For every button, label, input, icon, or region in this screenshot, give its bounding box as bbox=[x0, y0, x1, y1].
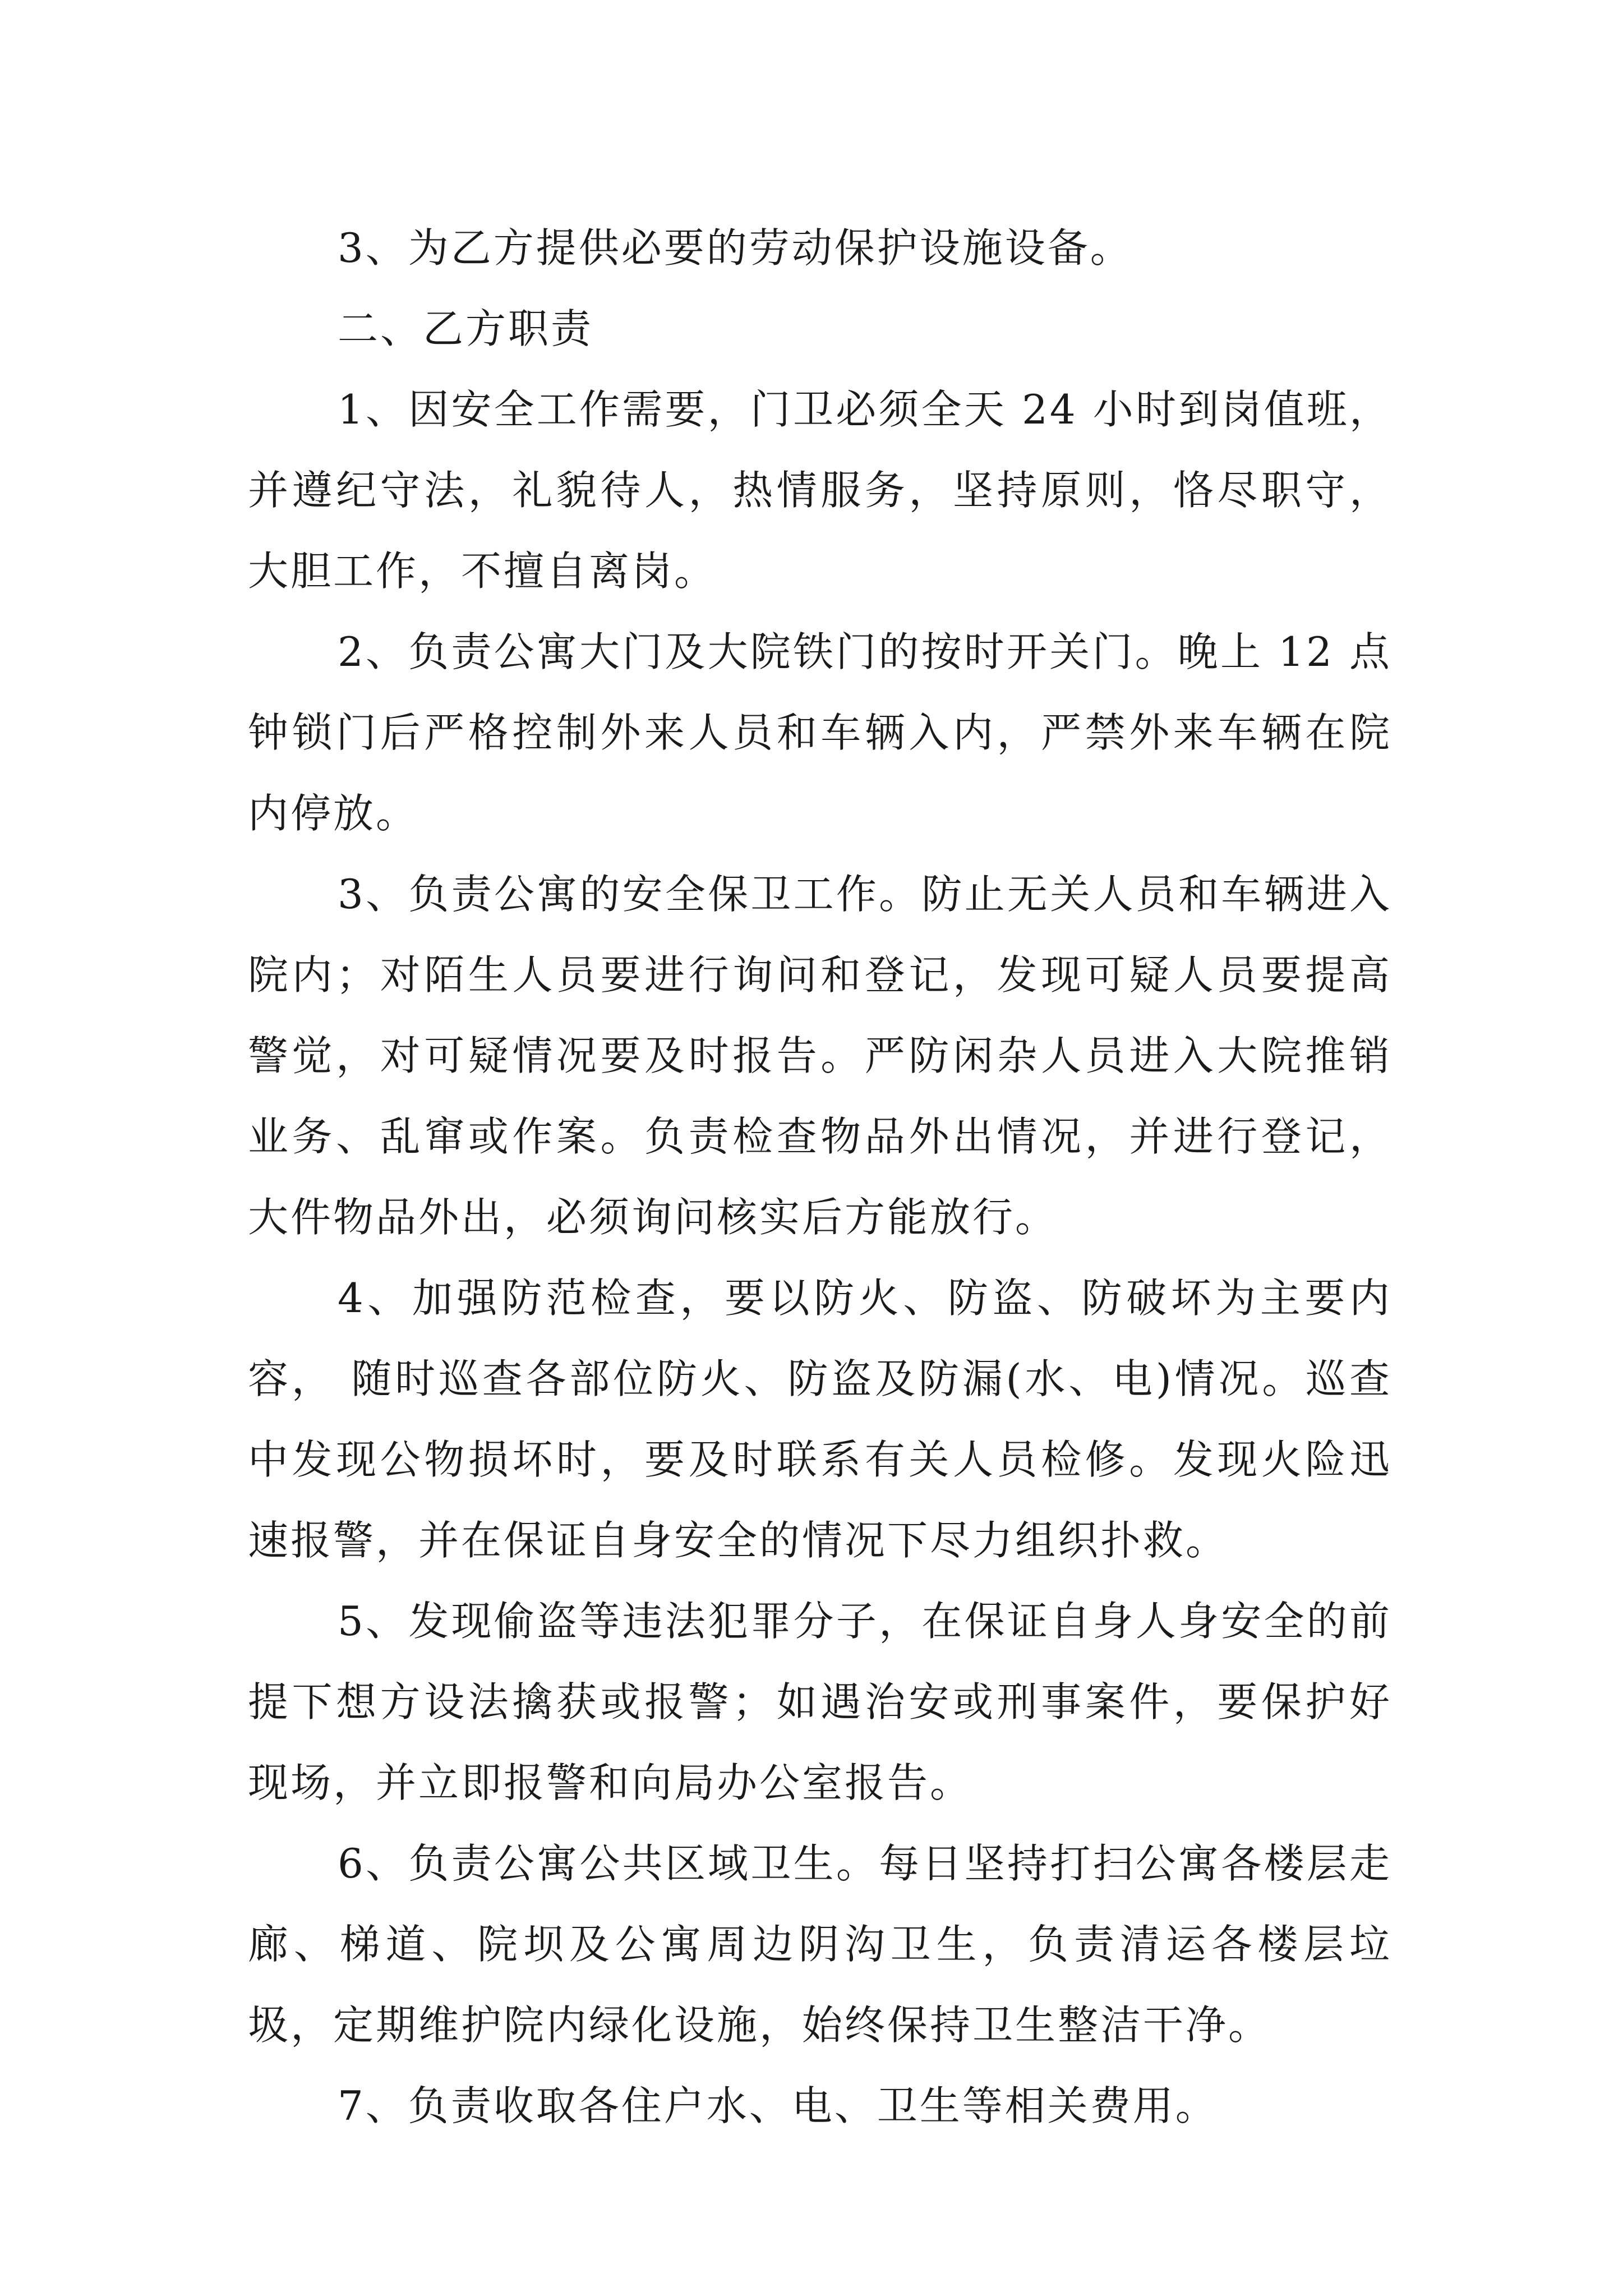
paragraph-7: 6、负责公寓公共区域卫生。每日坚持打扫公寓各楼层走廊、梯道、院坝及公寓周边阴沟卫生，负责清运各楼层垃圾，定期维护院内绿化设施，始终保持卫生整洁干净。 bbox=[248, 1840, 1392, 2049]
paragraph-2: 1、因安全工作需要，门卫必须全天 24 小时到岗值班，并遵纪守法，礼貌待人，热情服务，坚持原则，恪尽职守，大胆工作，不擅自离岗。 bbox=[248, 386, 1392, 595]
paragraph-5: 4、加强防范检查，要以防火、防盗、防破坏为主要内容， 随时巡查各部位防火、防盗及防漏(水、电)情况。巡查中发现公物损坏时，要及时联系有关人员检修。发现火险迅速报警，并在保证自身安全的情况下尽力组织扑救。 bbox=[248, 1274, 1392, 1564]
paragraph-6: 5、发现偷盗等违法犯罪分子，在保证自身人身安全的前提下想方设法擒获或报警；如遇治安或刑事案件，要保护好现场，并立即报警和向局办公室报告。 bbox=[248, 1598, 1392, 1806]
paragraph-3: 2、负责公寓大门及大院铁门的按时开关门。晚上 12 点钟锁门后严格控制外来人员和车辆入内，严禁外来车辆在院内停放。 bbox=[248, 628, 1392, 837]
paragraph-4: 3、负责公寓的安全保卫工作。防止无关人员和车辆进入院内；对陌生人员要进行询问和登记，发现可疑人员要提高警觉，对可疑情况要及时报告。严防闲杂人员进入大院推销业务、乱窜或作案。负责检查物品外出情况，并进行登记，大件物品外出，必须询问核实后方能放行。 bbox=[248, 871, 1392, 1241]
paragraph-8: 7、负责收取各住户水、电、卫生等相关费用。 bbox=[338, 2082, 1218, 2129]
document-body bbox=[248, 208, 1392, 2146]
paragraph-1: 3、为乙方提供必要的劳动保护设施设备。 bbox=[338, 224, 1133, 272]
section-heading-party-b-duties: 二、乙方职责 bbox=[338, 305, 594, 352]
